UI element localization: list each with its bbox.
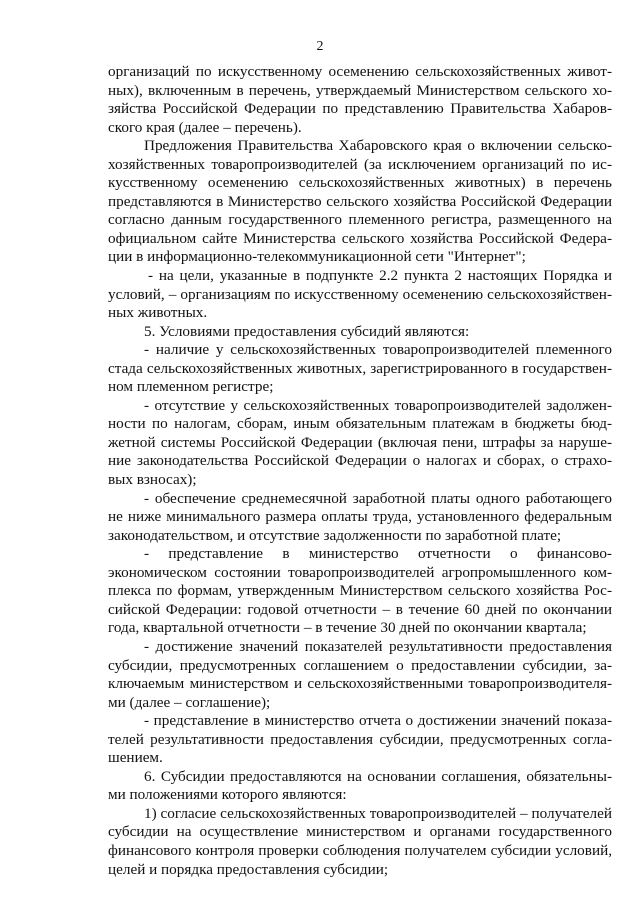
paragraph: Предложения Правительства Хабаровского края о включении сельскохозяйственных товаропроизводителей (за исключением организаций по искусственному осеменению сельскохозяйственных животных) в перечень представляются в Министерство сельского хозяйства Российской Федерации согласно данным государственного племенного регистра, размещенного на официальном сайте Министерства сельского хозяйства Российской Федерации в информационно-телекоммуникационной сети "Интернет"; [108,137,612,266]
paragraph: организаций по искусственному осеменению сельскохозяйственных животных), включенным в перечень, утверждаемый Министерством сельского хозяйства Российской Федерации по представлению Правительства Хабаровского края (далее – перечень). [108,63,612,136]
paragraph: - достижение значений показателей результативности предоставления субсидии, предусмотренных соглашением о предоставлении субсидии, заключаемым министерством и сельскохозяйственными товаропроизводителями (далее – соглашение); [108,637,612,711]
paragraph: - на цели, указанные в подпункте 2.2 пункта 2 настоящих Порядка и условий, – организациям по искусственному осеменению сельскохозяйственных животных. [108,267,612,322]
document-body [108,63,612,879]
paragraph: - наличие у сельскохозяйственных товаропроизводителей племенного стада сельскохозяйственных животных, зарегистрированного в государственном племенном регистре; [108,341,612,396]
paragraph: - отсутствие у сельскохозяйственных товаропроизводителей задолженности по налогам, сборам, иным обязательным платежам в бюджеты бюджетной системы Российской Федерации (включая пени, штрафы за нарушение законодательства Российской Федерации о налогах и сборах, о страховых взносах); [108,396,612,489]
paragraph: - представление в министерство отчета о достижении значений показателей результативности предоставления субсидии, предусмотренных соглашением. [108,712,612,767]
paragraph: - представление в министерство отчетности о финансово-экономическом состоянии товаропроизводителей агропромышленного комплекса по формам, утвержденным Министерством сельского хозяйства Российской Федерации: годовой отчетности – в течение 60 дней по окончании года, квартальной отчетности – в течение 30 дней по окончании квартала; [108,545,612,637]
paragraph: 1) согласие сельскохозяйственных товаропроизводителей – получателей субсидии на осуществление министерством и органами государственного финансового контроля проверки соблюдения получателем субсидии условий, целей и порядка предоставления субсидии; [108,804,612,878]
paragraph: - обеспечение среднемесячной заработной платы одного работающего не ниже минимального размера оплаты труда, установленного федеральным законодательством, и отсутствие задолженности по заработной плате; [108,489,612,544]
page-number: 2 [316,39,324,54]
paragraph: 5. Условиями предоставления субсидий являются: [144,322,470,340]
paragraph: 6. Субсидии предоставляются на основании соглашения, обязательными положениями которого являются: [108,767,612,804]
